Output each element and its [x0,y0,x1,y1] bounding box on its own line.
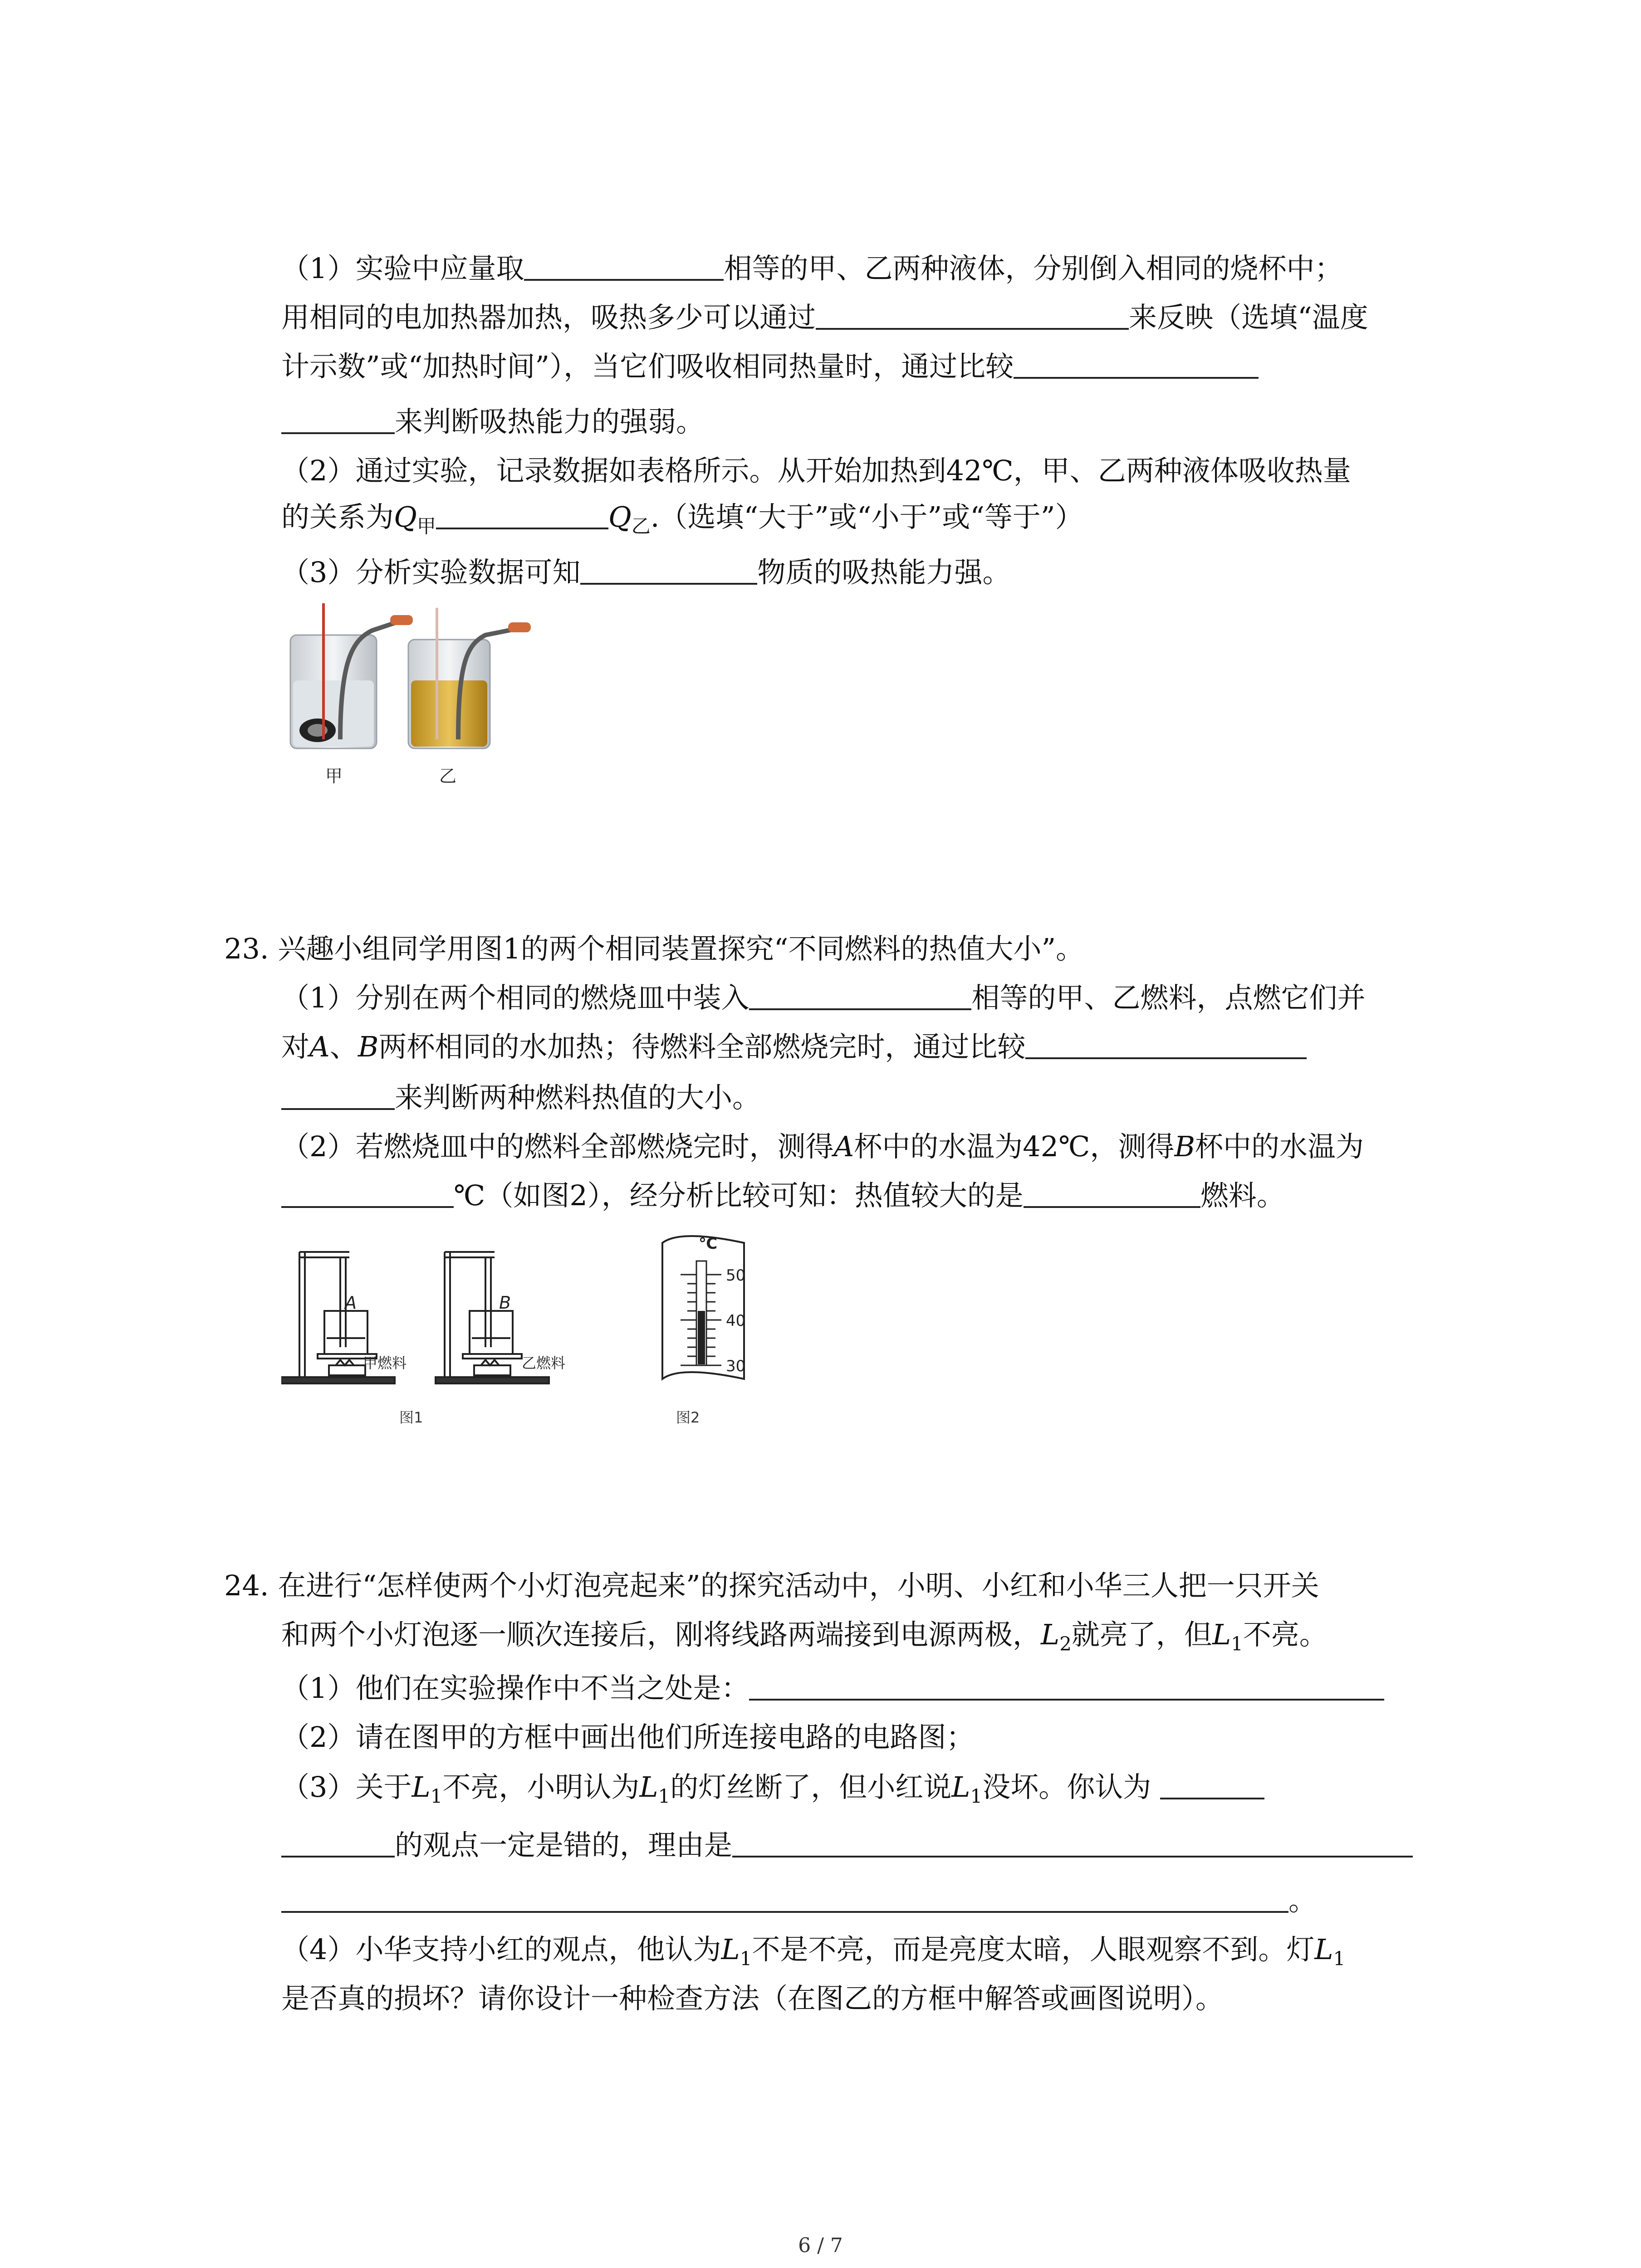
q23-part1-line1: （1）分别在两个相同的燃烧皿中装入 相等的甲、乙燃料，点燃它们并 [281,981,1366,1014]
fig2-tick-40: 40 [726,1312,746,1330]
q22-part2-line2: 的关系为$Q_甲$ $Q_乙$.（选填“大于”或“小于”或“等于”） [281,500,1083,538]
q23-part1-line3: 来判断两种燃料热值的大小。 [281,1080,760,1116]
page-number: 6 / 7 [798,2234,843,2257]
q22-part1-line1: （1）实验中应量取 相等的甲、乙两种液体，分别倒入相同的烧杯中； [281,252,1343,285]
q22-beakers-figure [281,603,535,780]
fig1-label-a: A [345,1293,357,1313]
fig2-tick-50: 50 [726,1266,746,1285]
q24-part4-line2: 是否真的损坏？请你设计一种检查方法（在图乙的方框中解答或画图说明）。 [281,1982,1224,2015]
q24-part3-line2: 的观点一定是错的，理由是 [281,1827,1413,1863]
fig1-label-fuel1: 甲燃料 [363,1354,407,1372]
q23-part2-line2: ℃（如图2），经分析比较可知：热值较大的是 燃料。 [281,1178,1285,1214]
q24-part3-line1: （3）关于$L_1$不亮，小明认为$L_1$的灯丝断了，但小红说$L_1$没坏。你认为 [281,1769,1264,1814]
q22-label-yi: 乙 [439,766,457,786]
q22-part1-line4: 来判断吸热能力的强弱。 [281,404,704,440]
q22-part2-line1: （2）通过实验，记录数据如表格所示。从开始加热到42℃，甲、乙两种液体吸收热量 [281,454,1351,487]
q24-part1: （1）他们在实验操作中不当之处是： [281,1670,1384,1706]
q23-figure2-thermometer [653,1229,762,1393]
q23-part1-line2: 对A、B两杯相同的水加热；待燃料全部燃烧完时，通过比较 [281,1029,1307,1065]
q23-part2-line1: （2）若燃烧皿中的燃料全部燃烧完时，测得A杯中的水温为42℃，测得B杯中的水温为 [281,1130,1364,1163]
q23-stem: 23. 兴趣小组同学用图1的两个相同装置探究“不同燃料的热值大小”。 [224,932,1084,965]
q24-part4-line1: （4）小华支持小红的观点，他认为$L_1$不是不亮，而是亮度太暗，人眼观察不到。灯$L_1$ [281,1933,1346,1970]
q22-part1-line3: 计示数”或“加热时间”），当它们吸收相同热量时，通过比较 [281,348,1259,385]
q24-stem-line1: 24. 在进行“怎样使两个小灯泡亮起来”的探究活动中，小明、小红和小华三人把一只开关 [224,1569,1319,1602]
beaker-jia [290,603,413,748]
fig2-caption: 图2 [676,1409,700,1426]
fig2-tick-30: 30 [726,1357,746,1375]
fig1-label-b: B [499,1293,511,1313]
q24-part3-line3: 。 [281,1882,1317,1919]
beaker-yi [408,608,531,748]
fig1-label-fuel2: 乙燃料 [522,1354,566,1372]
q22-part1-line2: 用相同的电加热器加热，吸热多少可以通过 来反映（选填“温度 [281,301,1368,334]
fig2-unit: ℃ [699,1235,718,1253]
q24-stem-line2: 和两个小灯泡逐一顺次连接后，刚将线路两端接到电源两极，$L_2$就亮了，但$L_1$不亮。 [281,1618,1327,1655]
q22-label-jia: 甲 [325,766,343,786]
fig1-caption: 图1 [399,1409,423,1426]
q24-part2: （2）请在图甲的方框中画出他们所连接电路的电路图； [281,1721,975,1754]
q22-part3: （3）分析实验数据可知 物质的吸热能力强。 [281,556,1011,589]
